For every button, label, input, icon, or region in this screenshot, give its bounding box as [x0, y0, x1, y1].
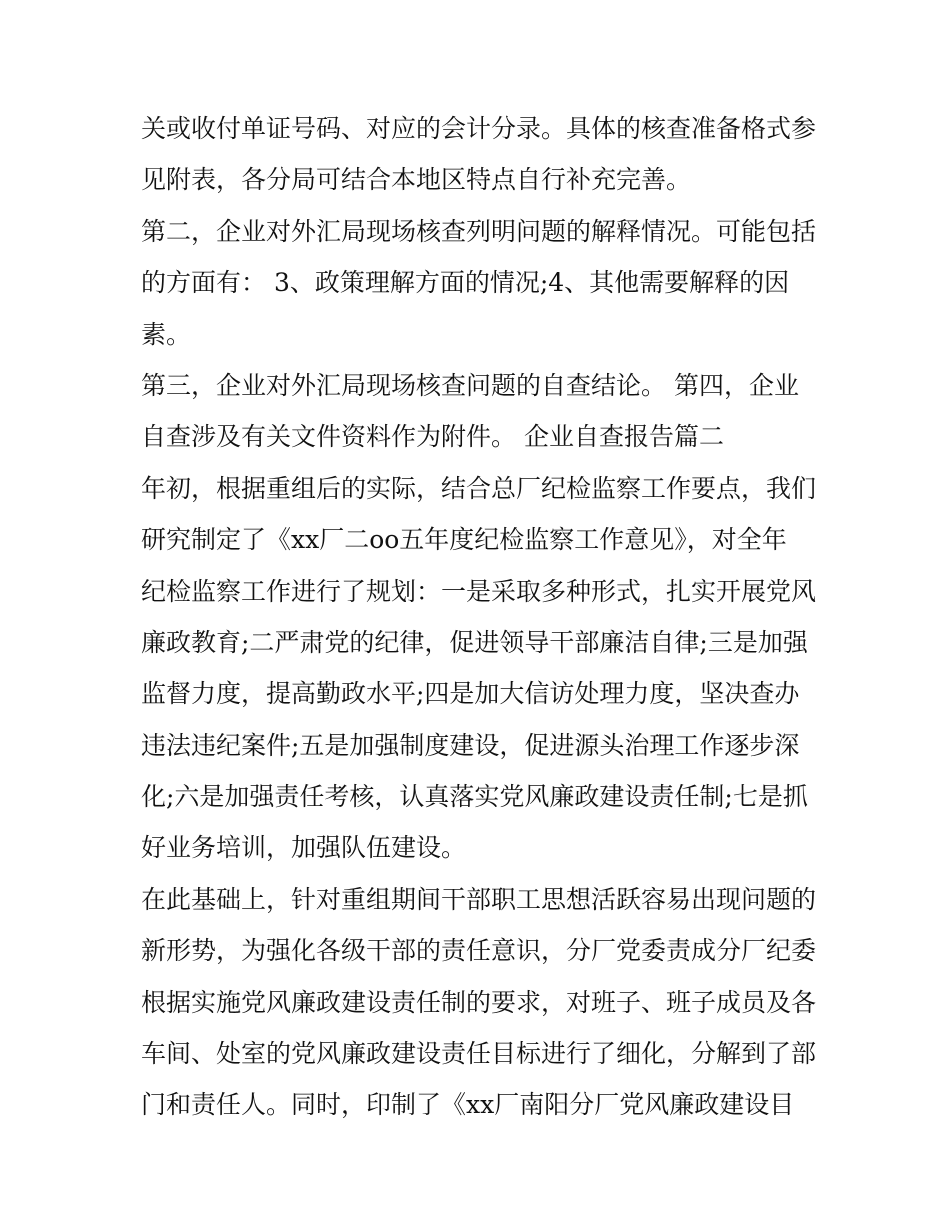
text-line: 素。	[141, 319, 192, 349]
text-line: 研究制定了《xx厂二oo五年度纪检监察工作意见》，对全年	[141, 525, 787, 555]
text-line: 车间、处室的党风廉政建设责任目标进行了细化，分解到了部	[141, 1039, 817, 1069]
text-line: 纪检监察工作进行了规划：一是采取多种形式，扎实开展党风	[141, 576, 817, 606]
text-line: 监督力度，提高勤政水平;四是加大信访处理力度，坚决查办	[141, 679, 800, 709]
text-line: 违法违纪案件;五是加强制度建设，促进源头治理工作逐步深	[141, 730, 800, 760]
text-line: 的方面有： 3、政策理解方面的情况;4、其他需要解释的因	[141, 268, 790, 298]
text-line: 化;六是加强责任考核，认真落实党风廉政建设责任制;七是抓	[141, 782, 808, 812]
document-body	[141, 103, 821, 1131]
text-line: 关或收付单证号码、对应的会计分录。具体的核查准备格式参	[141, 114, 817, 143]
text-line: 门和责任人。同时，印制了《xx厂南阳分厂党风廉政建设目	[141, 1090, 795, 1120]
text-line: 见附表，各分局可结合本地区特点自行补充完善。	[141, 165, 692, 195]
text-line: 根据实施党风廉政建设责任制的要求，对班子、班子成员及各	[141, 987, 817, 1017]
text-line: 年初，根据重组后的实际，结合总厂纪检监察工作要点，我们	[141, 473, 817, 503]
text-line: 新形势，为强化各级干部的责任意识，分厂党委责成分厂纪委	[141, 936, 817, 966]
text-line: 廉政教育;二严肃党的纪律，促进领导干部廉洁自律;三是加强	[141, 627, 808, 657]
text-line: 第二，企业对外汇局现场核查列明问题的解释情况。可能包括	[141, 216, 817, 246]
text-line: 第三，企业对外汇局现场核查问题的自查结论。 第四，企业	[141, 370, 799, 400]
text-line: 在此基础上，针对重组期间干部职工思想活跃容易出现问题的	[141, 884, 817, 914]
text-line: 好业务培训，加强队伍建设。	[141, 833, 467, 863]
text-line: 自查涉及有关文件资料作为附件。 企业自查报告篇二	[141, 422, 724, 452]
